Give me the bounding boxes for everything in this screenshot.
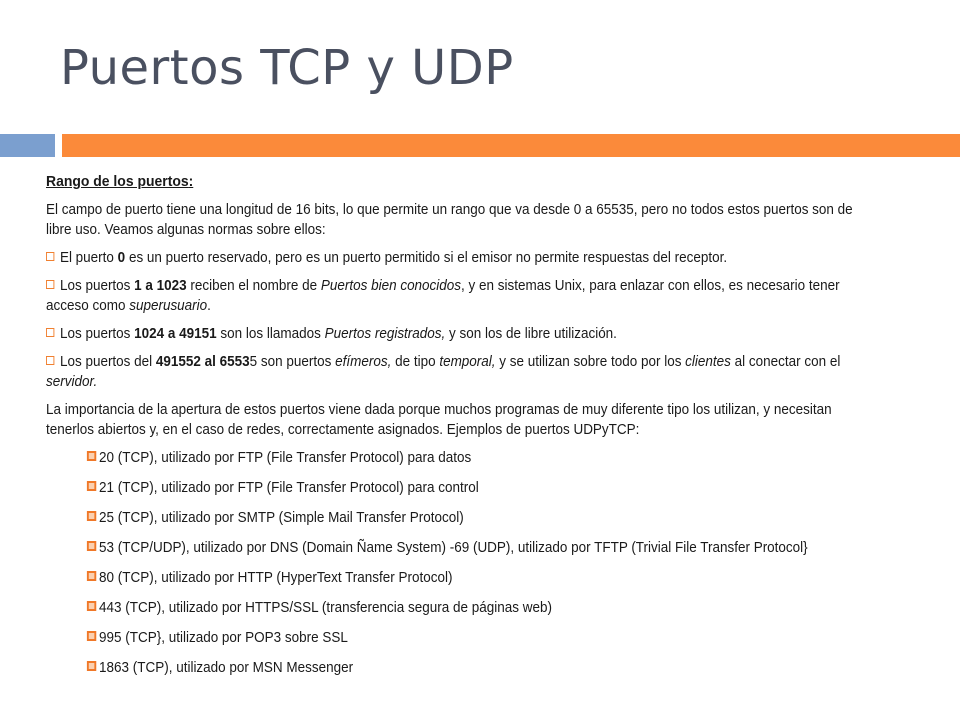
section-heading: Rango de los puertos: [46,173,194,190]
accent-bar-blue [0,134,55,157]
accent-bar-orange [62,134,960,157]
example-port-20: 20 (TCP), utilizado por FTP (File Transfer Protocol) para datos [87,448,864,468]
orange-square-bullet-icon [87,451,96,461]
orange-square-bullet-icon [87,631,96,641]
orange-square-bullet-icon [87,511,96,521]
example-port-25: 25 (TCP), utilizado por SMTP (Simple Mail Transfer Protocol) [87,508,864,528]
square-bullet-icon [46,356,54,365]
square-bullet-icon [46,328,54,337]
bullet-registered-ports: Los puertos 1024 a 49151 son los llamados Puertos registrados, y son los de libre utilización. [46,324,864,344]
example-port-995: 995 (TCP}, utilizado por POP3 sobre SSL [87,628,864,648]
orange-square-bullet-icon [87,601,96,611]
example-port-1863: 1863 (TCP), utilizado por MSN Messenger [87,658,864,678]
example-port-53: 53 (TCP/UDP), utilizado por DNS (Domain Ñame System) -69 (UDP), utilizado por TFTP (Trivial File Transfer Protocol} [87,538,864,558]
slide-title: Puertos TCP y UDP [60,40,514,96]
orange-square-bullet-icon [87,571,96,581]
orange-square-bullet-icon [87,481,96,491]
bullet-port-0: El puerto 0 es un puerto reservado, pero es un puerto permitido si el emisor no permite respuestas del receptor. [46,248,864,268]
square-bullet-icon [46,280,54,289]
intro-paragraph: El campo de puerto tiene una longitud de 16 bits, lo que permite un rango que va desde 0 a 65535, pero no todos estos puertos son de libre uso. Veamos algunas normas sobre ellos: [46,202,853,238]
example-port-80: 80 (TCP), utilizado por HTTP (HyperText Transfer Protocol) [87,568,864,588]
orange-square-bullet-icon [87,661,96,671]
importance-paragraph: La importancia de la apertura de estos puertos viene dada porque muchos programas de muy diferente tipo los utilizan, y necesitan tenerlos abiertos y, en el caso de redes, correctamente asignados. Ejemplos de puertos UDPyTCP: [46,402,832,438]
example-port-21: 21 (TCP), utilizado por FTP (File Transfer Protocol) para control [87,478,864,498]
orange-square-bullet-icon [87,541,96,551]
slide-content [46,172,864,688]
bullet-well-known-ports: Los puertos 1 a 1023 reciben el nombre de Puertos bien conocidos, y en sistemas Unix, para enlazar con ellos, es necesario tener acceso como superusuario. [46,278,840,314]
example-port-443: 443 (TCP), utilizado por HTTPS/SSL (transferencia segura de páginas web) [87,598,864,618]
bullet-ephemeral-ports: Los puertos del 491552 al 65535 son puertos efímeros, de tipo temporal, y se utilizan sobre todo por los clientes al conectar con el servidor. [46,354,841,390]
square-bullet-icon [46,252,54,261]
